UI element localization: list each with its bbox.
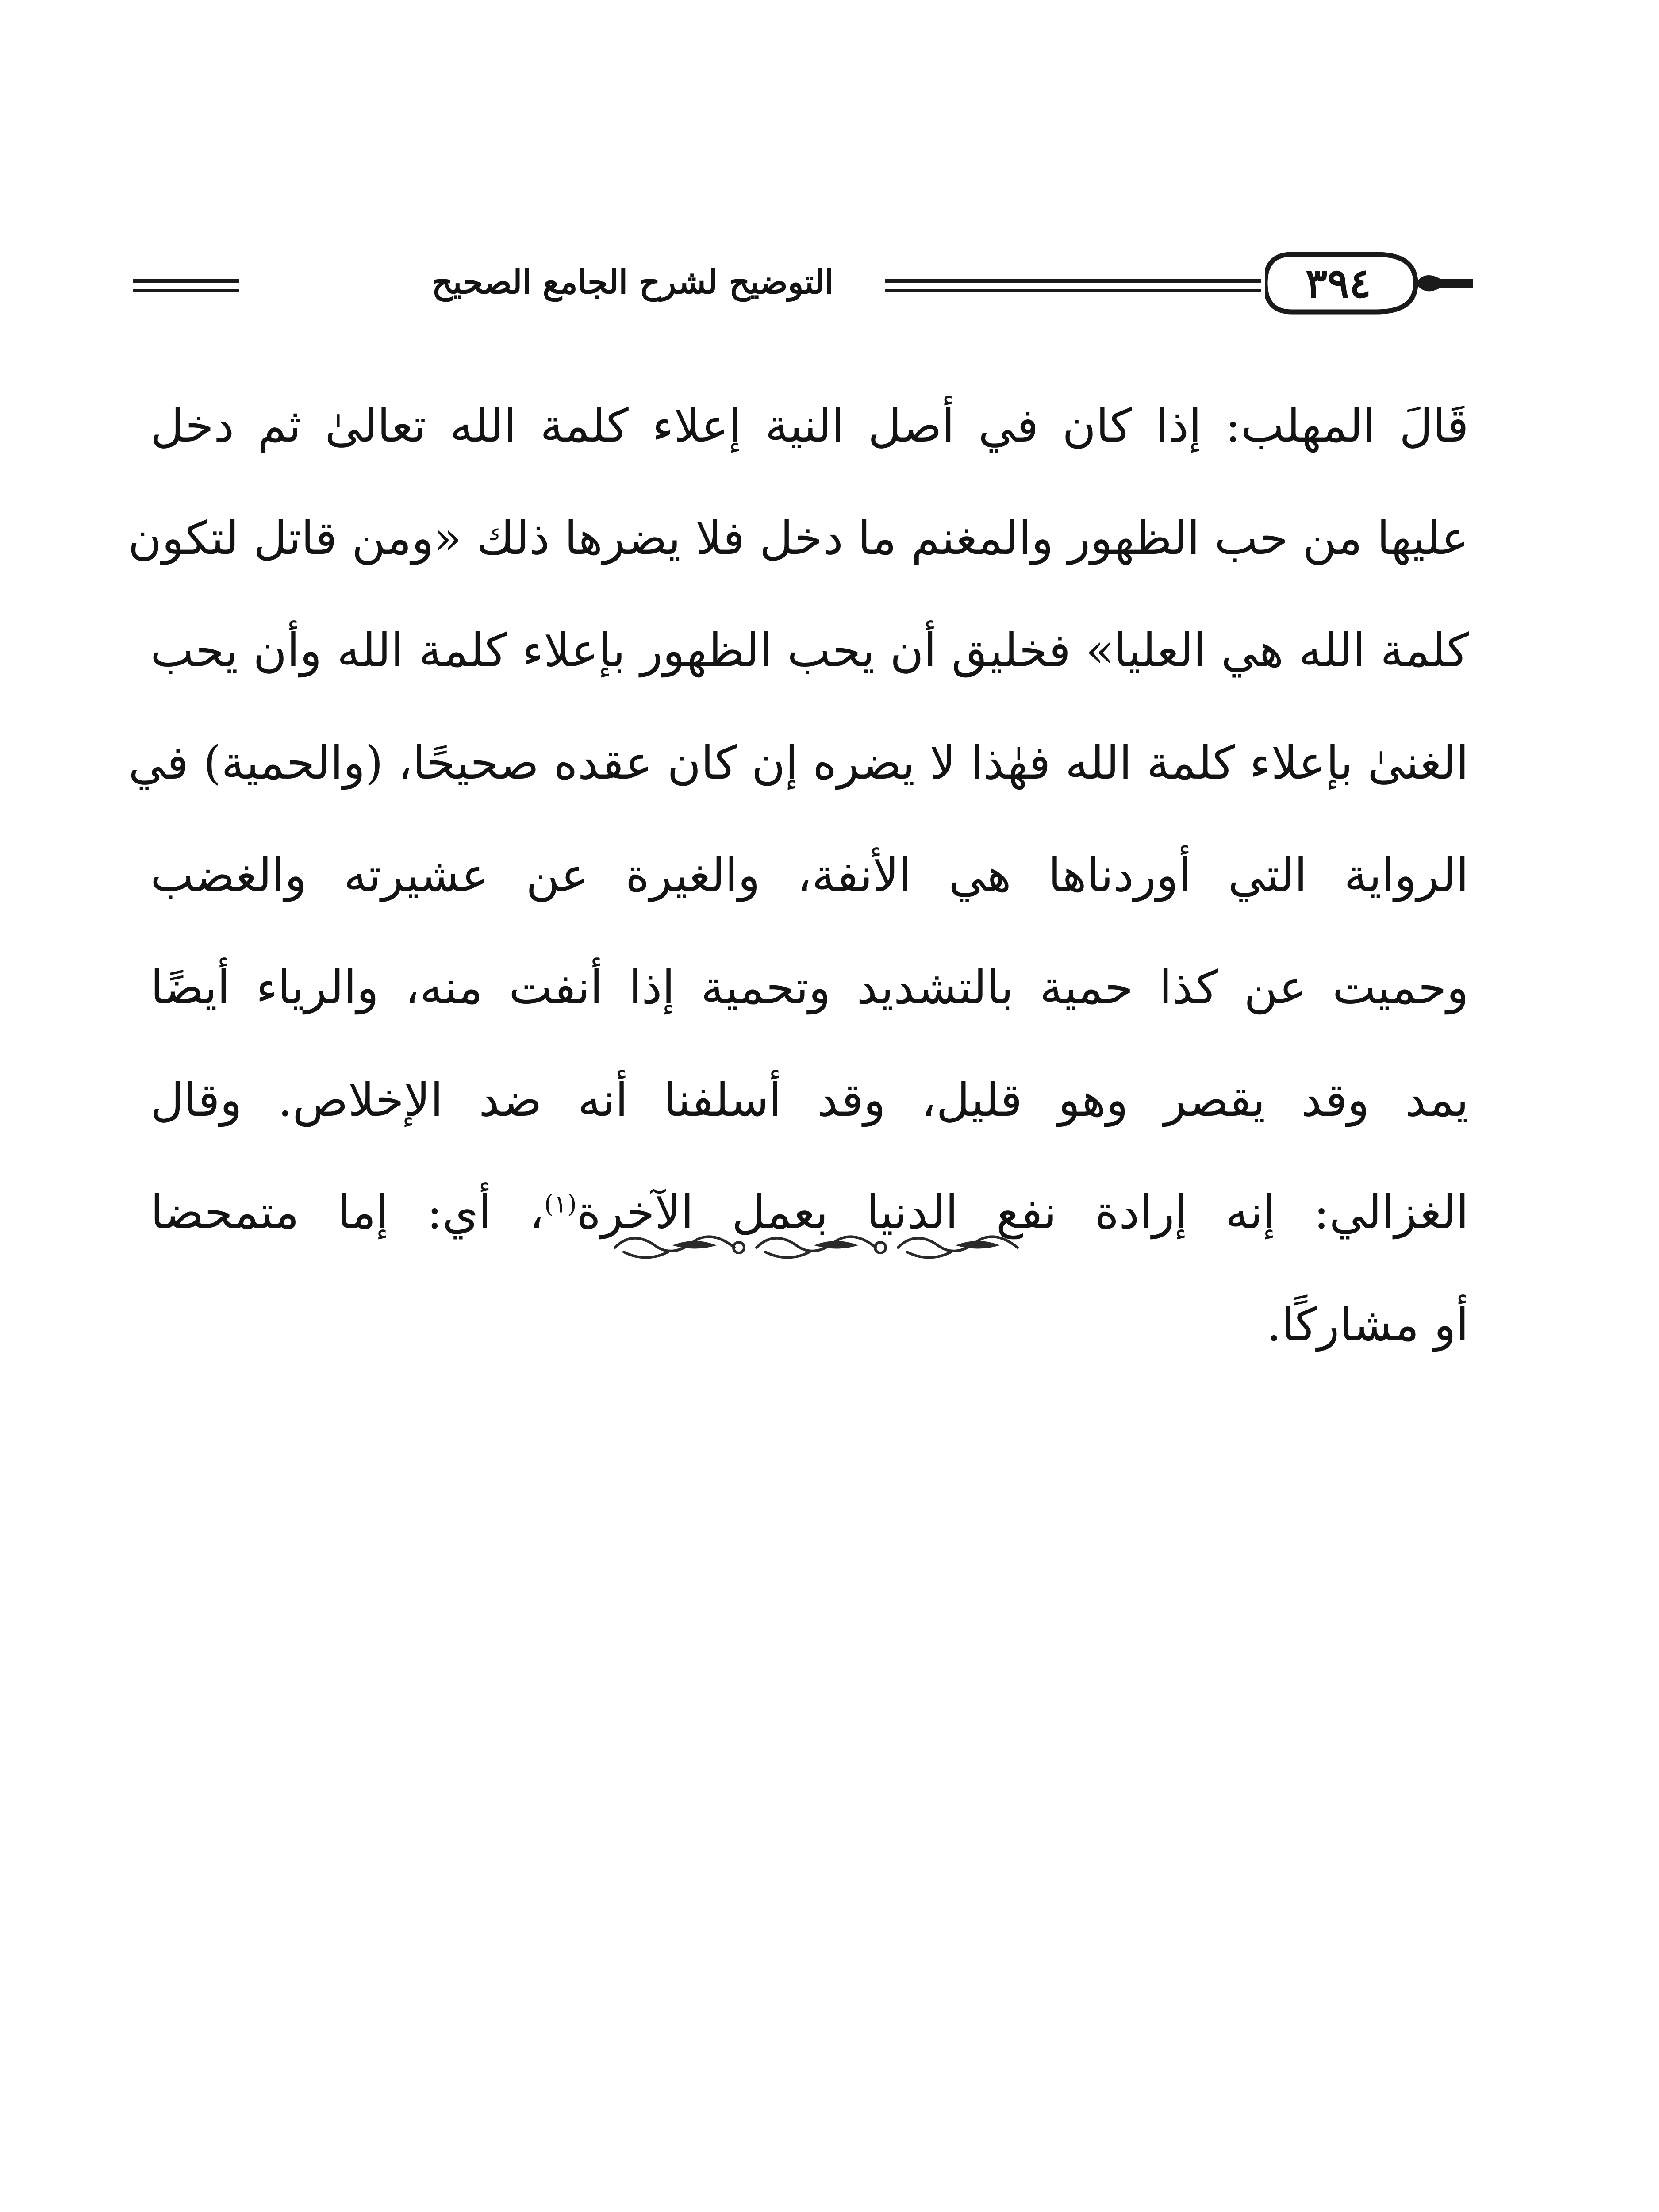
body-line-1: قَالَ المهلب: إذا كان في أصل النية إعلاء كلمة الله تعالىٰ ثم دخل — [150, 399, 1469, 453]
running-header — [133, 241, 1469, 330]
body-line-6: وحميت عن كذا حمية بالتشديد وتحمية إذا أنفت منه، والرياء أيضًا — [150, 960, 1469, 1014]
body-line-4: الغنىٰ بإعلاء كلمة الله فهٰذا لا يضره إن كان عقده صحيحًا، (والحمية) في — [128, 736, 1469, 790]
body-line-9: أو مشاركًا. — [1267, 1298, 1469, 1352]
page-number: ٣٩٤ — [1305, 259, 1371, 307]
body-line-2: عليها من حب الظهور والمغنم ما دخل فلا يضرها ذلك «ومن قاتل لتكون — [128, 511, 1469, 565]
body-line-3: كلمة الله هي العليا» فخليق أن يحب الظهور بإعلاء كلمة الله وأن يحب — [150, 623, 1469, 677]
header-rule-left — [133, 279, 239, 292]
body-line-8-tail: ، أي: إما متمحضا — [150, 1185, 544, 1239]
running-title: التوضيح لشرح الجامع الصحيح — [431, 263, 834, 301]
header-rule-middle — [885, 279, 1261, 292]
footnote-reference: (١) — [544, 1190, 577, 1219]
body-line-8-text: الغزالي: إنه إرادة نفع الدنيا بعمل الآخرة — [576, 1185, 1469, 1239]
ornament-divider — [606, 1221, 1031, 1270]
body-line-7: يمد وقد يقصر وهو قليل، وقد أسلفنا أنه ضد الإخلاص. وقال — [150, 1073, 1469, 1127]
body-line-5: الرواية التي أوردناها هي الأنفة، والغيرة عن عشيرته والغضب — [150, 848, 1469, 902]
